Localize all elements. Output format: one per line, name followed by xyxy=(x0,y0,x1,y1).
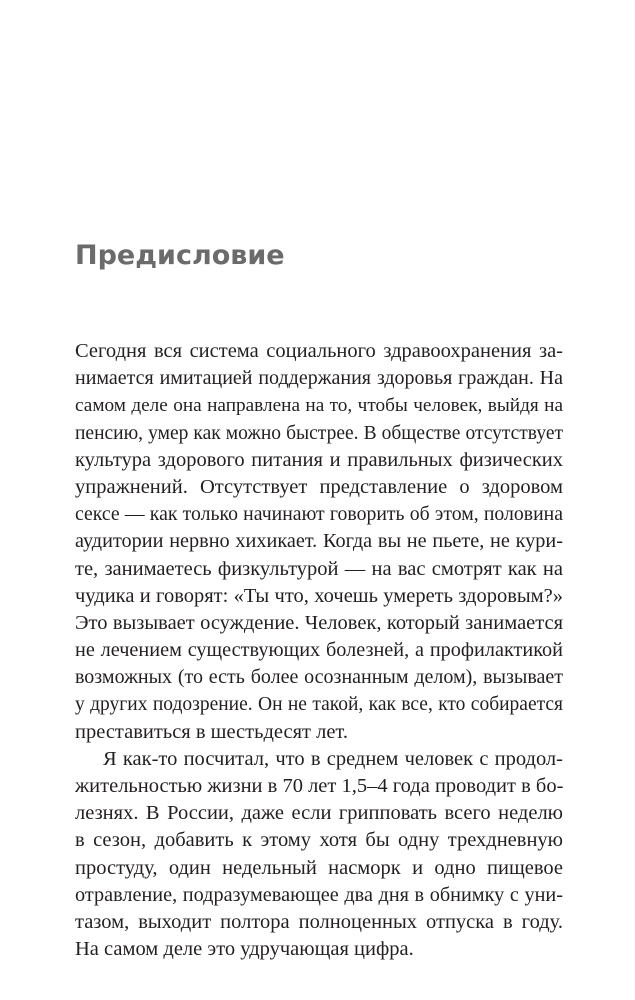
text-line: жительностью жизни в 70 лет 1,5–4 года проводит в бо- xyxy=(75,775,564,797)
text-line: те, занимаетесь физкультурой — на вас смотрят как на xyxy=(75,557,563,580)
chapter-heading: Предисловие xyxy=(75,240,285,271)
text-line: преставиться в шестьдесят лет. xyxy=(75,720,348,743)
text-line: культура здорового питания и правильных физических xyxy=(75,448,563,471)
text-line: тазом, выходит полтора полноценных отпуска в году. xyxy=(75,910,563,933)
text-line: у других подозрение. Он не такой, как все, кто собирается xyxy=(75,694,563,716)
text-line: нимается имитацией поддержания здоровья граждан. На xyxy=(75,367,563,390)
text-line: Сегодня вся система социального здравоохранения за- xyxy=(75,340,563,362)
text-line: простуду, один недельный насморк и одно пищевое xyxy=(75,856,563,879)
text-line: упражнений. Отсутствует представление о здоровом xyxy=(75,475,563,498)
paragraph-2 xyxy=(75,746,563,964)
text-line: чудика и говорят: «Ты что, хочешь умереть здоровым?» xyxy=(75,584,563,607)
text-line: На самом деле это удручающая цифра. xyxy=(75,938,414,961)
text-line: самом деле она направлена на то, чтобы человек, выйдя на xyxy=(75,395,563,417)
text-line: в сезон, добавить к этому хотя бы одну трехдневную xyxy=(75,829,563,852)
text-line: пенсию, умер как можно быстрее. В обществе отсутствует xyxy=(75,422,563,444)
body-text xyxy=(75,338,563,963)
text-line: не лечением существующих болезней, а профилактикой xyxy=(75,639,563,662)
text-line: аудитории нервно хихикает. Когда вы не пьете, не кури- xyxy=(75,530,563,553)
text-line: сексе — как только начинают говорить об этом, половина xyxy=(75,503,563,526)
text-line: Это вызывает осуждение. Человек, который занимается xyxy=(75,611,563,634)
text-line: лезнях. В России, даже если грипповать всего неделю xyxy=(75,802,563,825)
text-line: возможных (то есть более осознанным делом), вызывает xyxy=(75,666,563,689)
paragraph-1 xyxy=(75,338,563,746)
text-line: отравление, подразумевающее два дня в обнимку с уни- xyxy=(75,883,563,906)
text-line: Я как-то посчитал, что в среднем человек с продол- xyxy=(103,747,563,770)
